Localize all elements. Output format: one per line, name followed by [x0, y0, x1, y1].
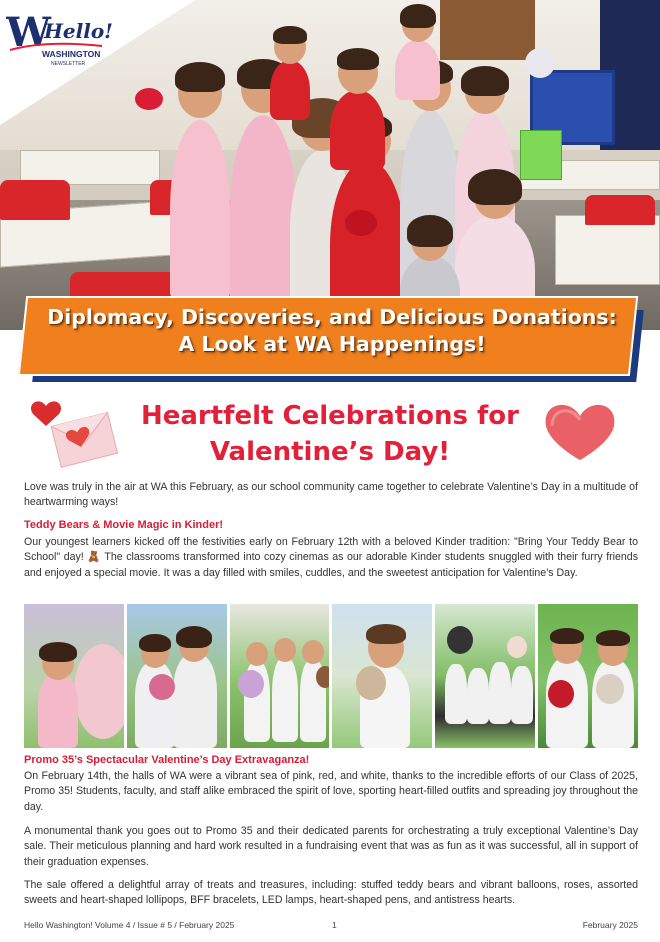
headline-banner [22, 296, 642, 384]
intro-paragraph: Love was truly in the air at WA this February, as our school community came together to celebrate Valentine’s Day in a multitude of heartwarming ways! [24, 481, 638, 509]
logo-line2: NEWSLETTER [51, 61, 86, 67]
article-title [120, 398, 540, 470]
banner-line-2: A Look at WA Happenings! [178, 332, 486, 356]
footer-page-number: 1 [332, 920, 337, 930]
kinder-photo-1 [24, 604, 124, 748]
footer-date: February 2025 [582, 920, 638, 930]
kinder-photo-strip [24, 604, 638, 748]
heart-envelope-icon [28, 390, 120, 472]
newsletter-logo [6, 10, 116, 70]
article-title-line-2: Valentine’s Day! [209, 437, 451, 467]
kinder-photo-4 [332, 604, 432, 748]
watercolor-heart-icon [540, 398, 620, 464]
section2-paragraph-1: On February 14th, the halls of WA were a vibrant sea of pink, red, and white, thanks to the incredible efforts of our Class of 2025, Promo 35! Students, faculty, and staff alike embraced the spirit of love, sporting heart-filled outfits and spreading joy throughout the day. [24, 770, 638, 813]
kinder-photo-3 [230, 604, 330, 748]
kinder-photo-2 [127, 604, 227, 748]
banner-line-1: Diplomacy, Discoveries, and Delicious Donations: [47, 305, 617, 329]
page-footer [24, 920, 638, 934]
kinder-photo-6 [538, 604, 638, 748]
kinder-photo-5 [435, 604, 535, 748]
section2-paragraph-3: The sale offered a delightful array of treats and treasures, including: stuffed teddy bears and vibrant balloons, roses, assorted sweets and heart-shaped lollipops, BFF bracelets, LED lamps, heart-shaped pens, and antistress hearts. [24, 879, 638, 907]
section2-paragraph-2: A monumental thank you goes out to Promo 35 and their dedicated parents for orchestrating a truly exceptional Valentine’s Day sale. Their meticulous planning and hard work resulted in a fundraising event that was as fun as it was successful, all in support of their graduation expenses. [24, 825, 638, 868]
section2-heading: Promo 35’s Spectacular Valentine’s Day Extravaganza! [24, 754, 310, 766]
footer-issue-info: Hello Washington! Volume 4 / Issue # 5 / February 2025 [24, 920, 235, 930]
section1-paragraph: Our youngest learners kicked off the festivities early on February 12th with a beloved Kinder tradition: "Bring Your Teddy Bear to School" day! 🧸 The classrooms transformed into cozy cinemas as our adorable Kinder students snuggled with their furry friends and enjoyed a special movie. It was a day filled with smiles, cuddles, and the sweetest anticipation for Valentine’s Day. [24, 536, 638, 579]
article-title-line-1: Heartfelt Celebrations for [140, 401, 519, 431]
section1-heading: Teddy Bears & Movie Magic in Kinder! [24, 519, 224, 531]
logo-script: Hello! [44, 19, 113, 43]
logo-mark: W [6, 10, 51, 56]
logo-line1: WASHINGTON [42, 49, 101, 59]
